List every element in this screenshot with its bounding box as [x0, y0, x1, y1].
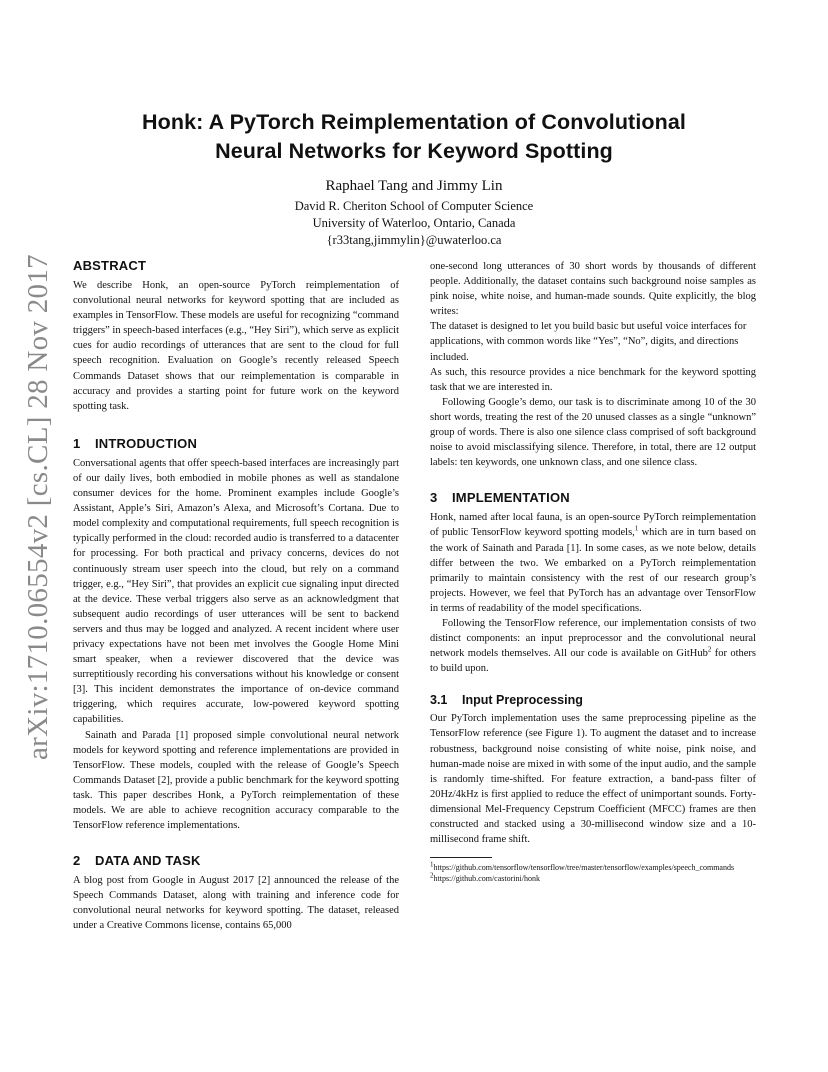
- footnote-2: [430, 873, 756, 884]
- footnote-1: [430, 862, 756, 873]
- right-column: [430, 259, 756, 884]
- intro-paragraph-1: Conversational agents that offer speech-based interfaces are increasingly part of our daily lives, both embodied in mobile phones as well as standalone consumer devices for the home. Prominent examples include Google’s Assistant, Apple’s Siri, Amazon’s Alexa, and Microsoft’s Cortana. Due to model complexity and computational requirements, full speech recognition is typically performed in the cloud: recorded audio is transferred to a datacenter for processing. For both practical and privacy concerns, devices do not continuously stream user speech into the cloud, but rely on a command trigger, e.g., “Hey Siri”, that provides an explicit cue signaling input directed at the device. These verbal triggers also serve as an acknowledgment that subsequent audio recordings of user utterances will be sent to backend servers and thus may be logged and analyzed. A recent incident where user privacy expectations have not been met involves the Google Home Mini smart speaker, when a reviewer discovered that the device was surreptitiously recording his conversations without his knowledge or consent [3]. This incident demonstrates the importance of on-device command triggering, which requires accurate, low-powered keyword spotting capabilities.: [73, 457, 399, 726]
- section-number: 3: [430, 490, 438, 506]
- affiliation-email: {r33tang,jimmylin}@uwaterloo.ca: [326, 233, 502, 247]
- footnote-rule: [430, 857, 492, 858]
- section-title: DATA AND TASK: [95, 853, 201, 869]
- section-2-heading: [73, 853, 399, 869]
- impl-p2-text-a: Following the TensorFlow reference, our implementation consists of two distinct components: an input preprocessor and the convolutional neural network models themselves. All our code is available on GitHub: [430, 617, 756, 660]
- affiliation-dept: David R. Cheriton School of Computer Science: [294, 199, 534, 213]
- data-paragraph-1: A blog post from Google in August 2017 [2] announced the release of the Speech Commands Dataset, along with training and inference code for convolutional neural networks for keyword spotting. The dataset, released under a Creative Commons license, contains 65,000: [73, 875, 399, 932]
- subsection-title: Input Preprocessing: [462, 693, 583, 708]
- preprocessing-paragraph: Our PyTorch implementation uses the same preprocessing pipeline as the TensorFlow reference (see Figure 1). To augment the dataset and to increase robustness, background noise consisting of white noise, pink noise, and human-made noise are mixed in with some of the input audio, and the sample is randomly time-shifted. For feature extraction, a band-pass filter of 20Hz/4kHz is first applied to reduce the effect of unimportant sounds. Forty-dimensional Mel-Frequency Cepstrum Coefficient (MFCC) frames are then constructed and stacked using a 30-millisecond window size and a 10-millisecond frame shift.: [430, 713, 757, 846]
- data-paragraph-1-continued: one-second long utterances of 30 short words by thousands of different people. Additionally, the dataset contains such background noise samples as pink noise, white noise, and human-made sounds. Quite explicitly, the blog writes:: [430, 261, 756, 318]
- subsection-number: 3.1: [430, 693, 448, 708]
- subsection-3-1-heading: [430, 692, 756, 708]
- abstract-heading: ABSTRACT: [73, 258, 147, 273]
- abstract-text: We describe Honk, an open-source PyTorch reimplementation of convolutional neural networks for keyword spotting that are included as examples in TensorFlow. These models are useful for recognizing “command triggers” in speech-based interfaces (e.g., “Hey Siri”), which serve as explicit cues for audio recordings of utterances that are sent to the cloud for full speech recognition. Evaluation on Google’s recently released Speech Commands Dataset shows that our reimplementation is comparable in accuracy and provides a starting point for future work on the keyword spotting task.: [73, 280, 399, 412]
- left-column: [73, 258, 399, 934]
- affiliation-university: University of Waterloo, Ontario, Canada: [312, 216, 516, 230]
- title-line-2: Neural Networks for Keyword Spotting: [215, 139, 613, 163]
- footnote-ref-1: 1: [634, 524, 639, 533]
- footnote-mark-2: 2: [430, 871, 434, 880]
- authors: Raphael Tang and Jimmy Lin: [325, 178, 503, 194]
- section-number: 1: [73, 435, 81, 451]
- impl-p1-text-b: which are in turn based on the work of Sainath and Parada [1]. In some cases, as we note below, details differ between the two. We embarked on a PyTorch reimplementation primarily to maintain consistency with the rest of our research group’s projects. However, we feel that PyTorch has an advantage over TensorFlow in terms of readability of the model specifications.: [430, 527, 756, 614]
- section-title: IMPLEMENTATION: [452, 490, 570, 506]
- impl-p2-text-b: for others to build upon.: [430, 648, 756, 675]
- intro-paragraph-2: Sainath and Parada [1] proposed simple convolutional neural network models for keyword spotting and reference implementations are provided in TensorFlow. These models, coupled with the release of Google’s Speech Commands Dataset [2], provide a public benchmark for the keyword spotting task. This paper describes Honk, a PyTorch reimplementation of these models. We are able to achieve recognition accuracy comparable to the TensorFlow reference implementations.: [73, 729, 399, 832]
- paper-title: [90, 108, 738, 166]
- arxiv-stamp: arXiv:1710.06554v2 [cs.CL] 28 Nov 2017: [22, 254, 54, 760]
- affiliation: [90, 198, 738, 249]
- title-line-1: Honk: A PyTorch Reimplementation of Convolutional: [141, 110, 686, 134]
- impl-paragraph-2: [430, 616, 756, 676]
- impl-p1-text-a: Honk, named after local fauna, is an open-source PyTorch reimplementation of public TensorFlow keyword spotting models,: [430, 512, 756, 539]
- blog-quote: The dataset is designed to let you build basic but useful voice interfaces for applications, with common words like “Yes”, “No”, digits, and directions included.: [430, 321, 747, 363]
- data-paragraph-2: As such, this resource provides a nice benchmark for the keyword spotting task that we are interested in.: [430, 366, 756, 393]
- section-3-heading: [430, 490, 756, 506]
- section-number: 2: [73, 853, 81, 869]
- impl-paragraph-1: [430, 510, 756, 616]
- section-title: INTRODUCTION: [95, 435, 198, 451]
- footnote-mark-1: 1: [430, 860, 434, 869]
- footnote-2-link[interactable]: https://github.com/castorini/honk: [433, 874, 540, 884]
- footnote-1-link[interactable]: https://github.com/tensorflow/tensorflow/tree/master/tensorflow/examples/speech_commands: [433, 863, 735, 873]
- data-paragraph-3: Following Google’s demo, our task is to discriminate among 10 of the 30 short words, treating the rest of the 20 unused classes as a single “unknown” group of words. There is also one silence class comprised of soft background noise to avoid misclassifying silence. Therefore, in total, there are 12 output labels: ten keywords, one unknown class, and one silence class.: [430, 396, 756, 469]
- footnote-ref-2: 2: [707, 645, 712, 654]
- section-1-heading: [73, 436, 399, 452]
